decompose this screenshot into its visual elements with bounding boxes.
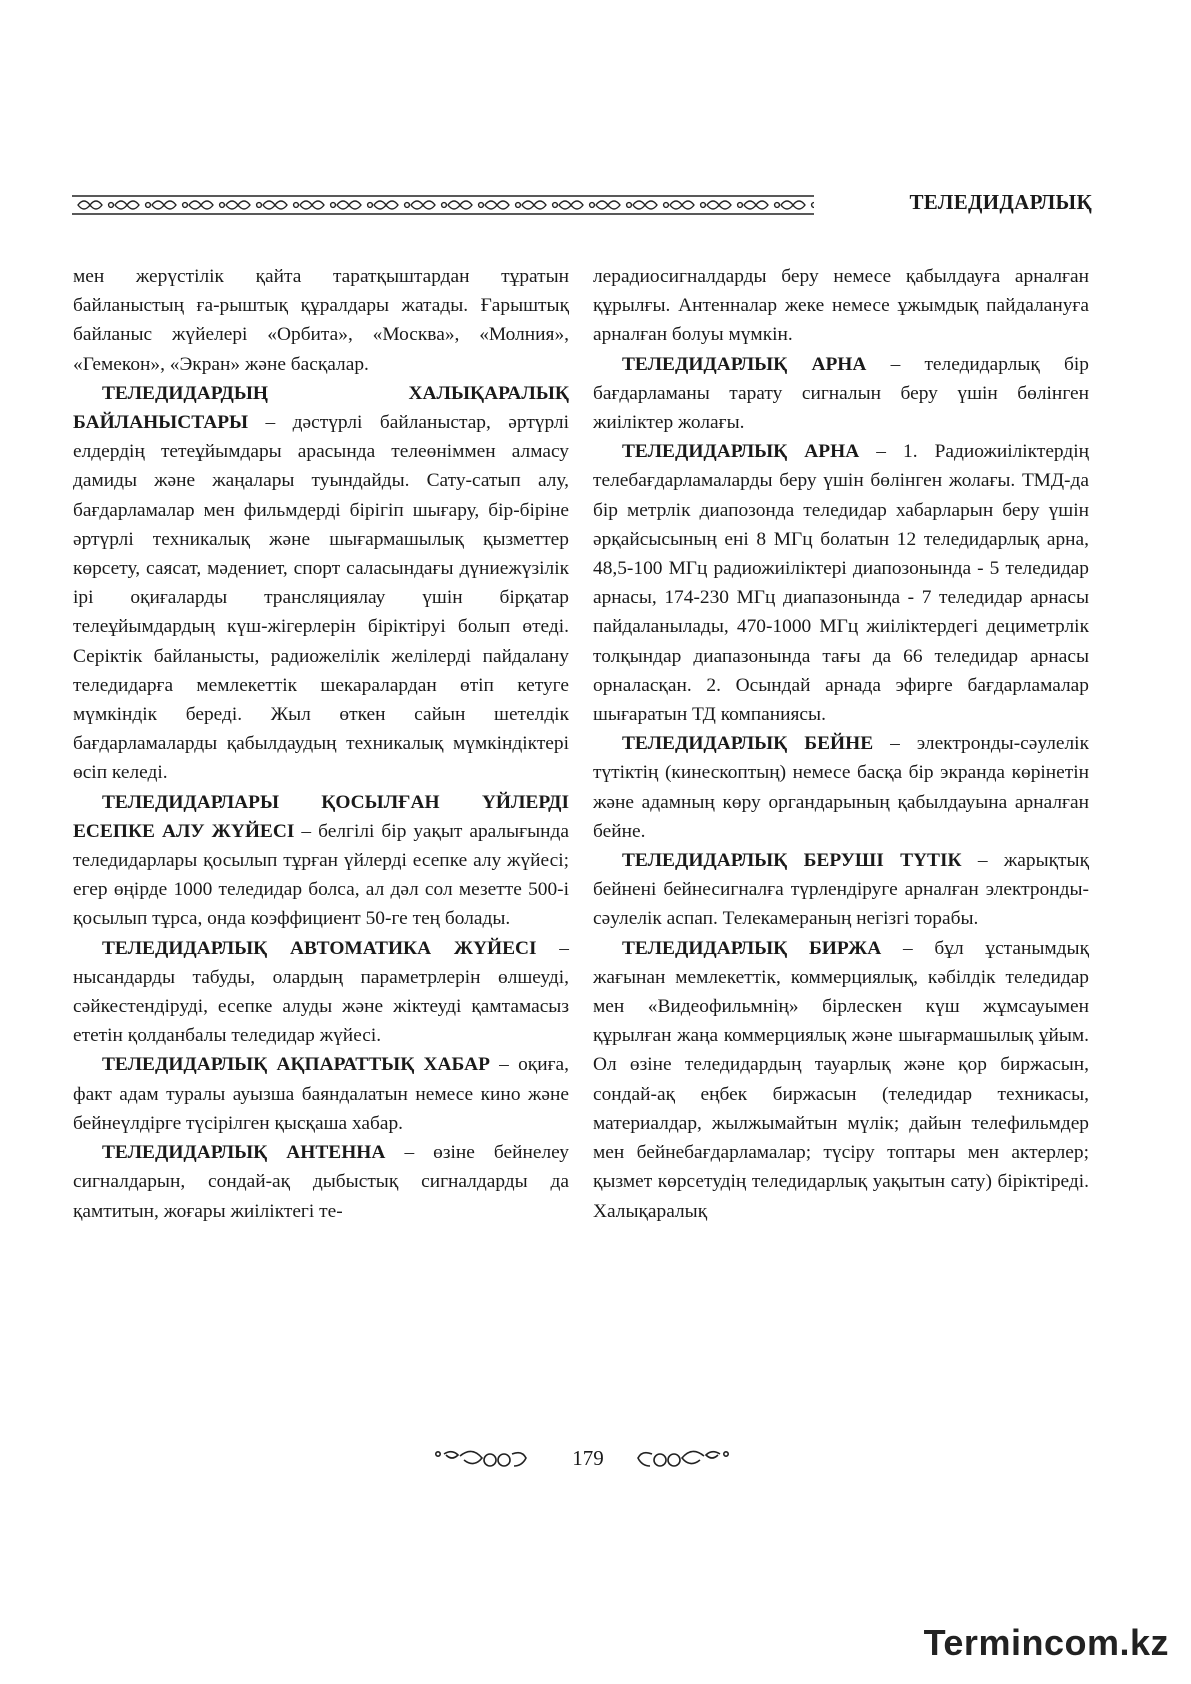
knot-dot	[553, 203, 558, 208]
knot-motif	[78, 201, 102, 209]
continued-text	[73, 262, 569, 379]
dictionary-entry	[73, 379, 569, 788]
knot-dot	[331, 203, 336, 208]
dictionary-entry	[593, 729, 1089, 846]
knot-motif	[337, 201, 361, 209]
entry-term: ТЕЛЕДИДАРЛЫҚ АНТЕННА	[102, 1142, 386, 1164]
knot-dot	[183, 203, 188, 208]
entry-term: ТЕЛЕДИДАРЛЫҚ АҚПАРАТТЫҚ ХАБАР	[102, 1054, 490, 1076]
knot-motif	[226, 201, 250, 209]
page-number: 179	[572, 1446, 604, 1470]
knot-motif	[559, 201, 583, 209]
knot-dot	[664, 203, 669, 208]
dictionary-entry	[73, 1050, 569, 1138]
entry-definition: – белгілі бір уақыт аралығында теледидарлары қосылып тұрған үйлерді есепке алу жүйесі; егер өңірде 1000 теледидар болса, ал дәл сол мезетте 500-і қосылып тұрса, онда коэффициент 50-ге тең болады.	[73, 820, 569, 930]
knot-motif	[448, 201, 472, 209]
scroll-flourish-left-icon	[432, 1448, 528, 1472]
knot-dot	[220, 203, 225, 208]
running-title: ТЕЛЕДИДАРЛЫҚ	[909, 190, 1092, 214]
knot-dot	[775, 203, 780, 208]
knot-motif	[485, 201, 509, 209]
knot-motif	[707, 201, 731, 209]
entry-definition: – дәстүрлі байланыстар, әртүрлі елдердің тетеұйымдары арасында телеөніммен алмасу дамиды және жаңалары туындайды. Сату-сатып алу, бағдарламалар мен фильмдерді бірігіп шығару, бір-біріне әртүрлі техникалық және шығармашылық қызметтер көрсету, саясат, мәдениет, спорт саласындағы дүниежүзілік ірі оқиғаларды трансляциялау үшін бірқатар телеұйымдардың күш-жігерлерін біріктіруі болып өтеді. Серіктік байланысты, радиожелілік желілерді пайдалану теледидарға мемлекеттік шекаралардан өтіп кетуге мүмкіндік береді. Жыл өткен сайын шетелдік бағдарламаларды қабылдаудың техникалық мүмкіндіктері өсіп келеді.	[73, 412, 569, 784]
entry-term: ТЕЛЕДИДАРЛЫҚ БЕЙНЕ	[622, 733, 874, 755]
knot-dot	[627, 203, 632, 208]
knot-dot	[109, 203, 114, 208]
knot-motif	[189, 201, 213, 209]
entry-definition: – 1. Радиожиіліктердің телебағдарламаларды беру үшін бөлінген жолағы. ТМД-да бір метрлік диапозонда теледидар хабарларын беру үшін әрқайсысының ені 8 МГц болатын 12 теледидарлық арна, 48,5-100 МГц радиожиіліктері диапозонында - 5 теледидар арнасы, 174-230 МГц диапазонында - 7 теледидар арнасы пайдаланылады, 470-1000 МГц жиіліктердегі дециметрлік толқындар диапазонында тағы да 66 теледидар арнасы орналасқан. 2. Осындай арнада эфирге бағдарламалар шығаратын ТД компаниясы.	[593, 441, 1089, 726]
entry-definition: – нысандарды табуды, олардың параметрлерін өлшеуді, сәйкестендіруді, есепке алуды және жіктеуді қамтамасыз ететін қолданбалы теледидар жүйесі.	[73, 937, 570, 1047]
entry-definition: – өзіне бейнелеу сигналдарын, сондай-ақ дыбыстық сигналдарды да қамтитын, жоғары жиіліктегі те-	[73, 1142, 569, 1222]
entry-definition: мен жерүстілік қайта таратқыштардан тұратын байланыстың ға-рыштық құралдары жатады. Ғарыштық байланыс жүйелері «Орбита», «Москва», «Молния», «Гемекон», «Экран» және басқалар.	[73, 266, 569, 375]
knot-motif	[115, 201, 139, 209]
entry-definition: – оқиға, факт адам туралы ауызша баяндалатын немесе кино және бейнеүлдірге түсірілген қысқаша хабар.	[73, 1054, 569, 1134]
knot-dot	[701, 203, 706, 208]
continued-text	[593, 262, 1089, 350]
entry-term: ТЕЛЕДИДАРДЫҢ ХАЛЫҚАРАЛЫҚ БАЙЛАНЫСТАРЫ	[73, 382, 569, 434]
entry-term: ТЕЛЕДИДАРЛАРЫ ҚОСЫЛҒАН ҮЙЛЕРДІ ЕСЕПКЕ АЛУ ЖҮЙЕСІ	[73, 791, 569, 842]
knot-dot	[368, 203, 373, 208]
dictionary-entry	[593, 934, 1089, 1226]
knot-motif	[522, 201, 546, 209]
knot-dot	[516, 203, 521, 208]
knot-dot	[442, 203, 447, 208]
dictionary-entry	[73, 1138, 569, 1226]
entry-term: ТЕЛЕДИДАРЛЫҚ БИРЖА	[622, 937, 882, 959]
knot-motif	[781, 201, 805, 209]
entry-term: ТЕЛЕДИДАРЛЫҚ БЕРУШІ ТҮТІК	[622, 850, 962, 872]
decorative-knot-band-icon	[72, 194, 814, 216]
knot-dot	[257, 203, 262, 208]
entry-term: ТЕЛЕДИДАРЛЫҚ АРНА	[622, 353, 867, 375]
entry-term: ТЕЛЕДИДАРЛЫҚ АРНА	[622, 441, 860, 463]
knot-dot	[294, 203, 299, 208]
knot-motif	[152, 201, 176, 209]
knot-dot	[146, 203, 151, 208]
site-watermark: Termincom.kz	[923, 1622, 1169, 1663]
knot-motif	[411, 201, 435, 209]
dictionary-entry	[593, 437, 1089, 729]
knot-dot	[812, 203, 814, 208]
knot-dot	[738, 203, 743, 208]
knot-motif	[374, 201, 398, 209]
entry-definition: – электронды-сәулелік түтіктің (кинескоптың) немесе басқа бір экранда көрінетін және адамның көру органдарының қабылдауына арналған бейне.	[593, 733, 1089, 842]
knot-motif	[744, 201, 768, 209]
knot-motif	[596, 201, 620, 209]
knot-motif	[633, 201, 657, 209]
knot-motif	[300, 201, 324, 209]
entry-definition: лерадиосигналдарды беру немесе қабылдауға арналған құрылғы. Антенналар жеке немесе ұжымдық пайдалануға арналған болуы мүмкін.	[593, 266, 1089, 346]
page-footer	[0, 1442, 1191, 1482]
dictionary-entry	[73, 934, 569, 1051]
entry-term: ТЕЛЕДИДАРЛЫҚ АВТОМАТИКА ЖҮЙЕСІ	[102, 937, 537, 959]
knot-dot	[405, 203, 410, 208]
entry-definition: – жарықтық бейнені бейнесигналға түрлендіруге арналған электронды-сәулелік аспап. Телекамераның негізгі торабы.	[593, 850, 1089, 930]
dictionary-entry	[73, 788, 569, 934]
scroll-flourish-right-icon	[636, 1448, 732, 1472]
entry-definition: – бұл ұстанымдық жағынан мемлекеттік, коммерциялық, кәбілдік теледидар мен «Видеофильмнің» бірлескен күш жұмсауымен құрылған жаңа коммерциялық және шығармашылық ұйым. Ол өзіне теледидардың тауарлық және қор биржасын, сондай-ақ еңбек биржасын (теледидар техникасы, материалдар, жылжымайтын мүлік; дайын телефильмдер мен бейнебағдарламалар; түсіру топтары мен актерлер; қызмет көрсетудің теледидарлық уақытын сату) біріктіреді. Халықаралық	[593, 937, 1089, 1222]
knot-motif	[263, 201, 287, 209]
knot-dot	[590, 203, 595, 208]
page-header	[72, 188, 1092, 224]
left-column	[73, 262, 569, 1226]
knot-dot	[479, 203, 484, 208]
entry-definition: – теледидарлық бір бағдарламаны тарату сигналын беру үшін бөлінген жиіліктер жолағы.	[593, 353, 1089, 434]
dictionary-entry	[593, 846, 1089, 934]
dictionary-entry	[593, 350, 1089, 438]
knot-motif	[670, 201, 694, 209]
right-column	[593, 262, 1089, 1226]
